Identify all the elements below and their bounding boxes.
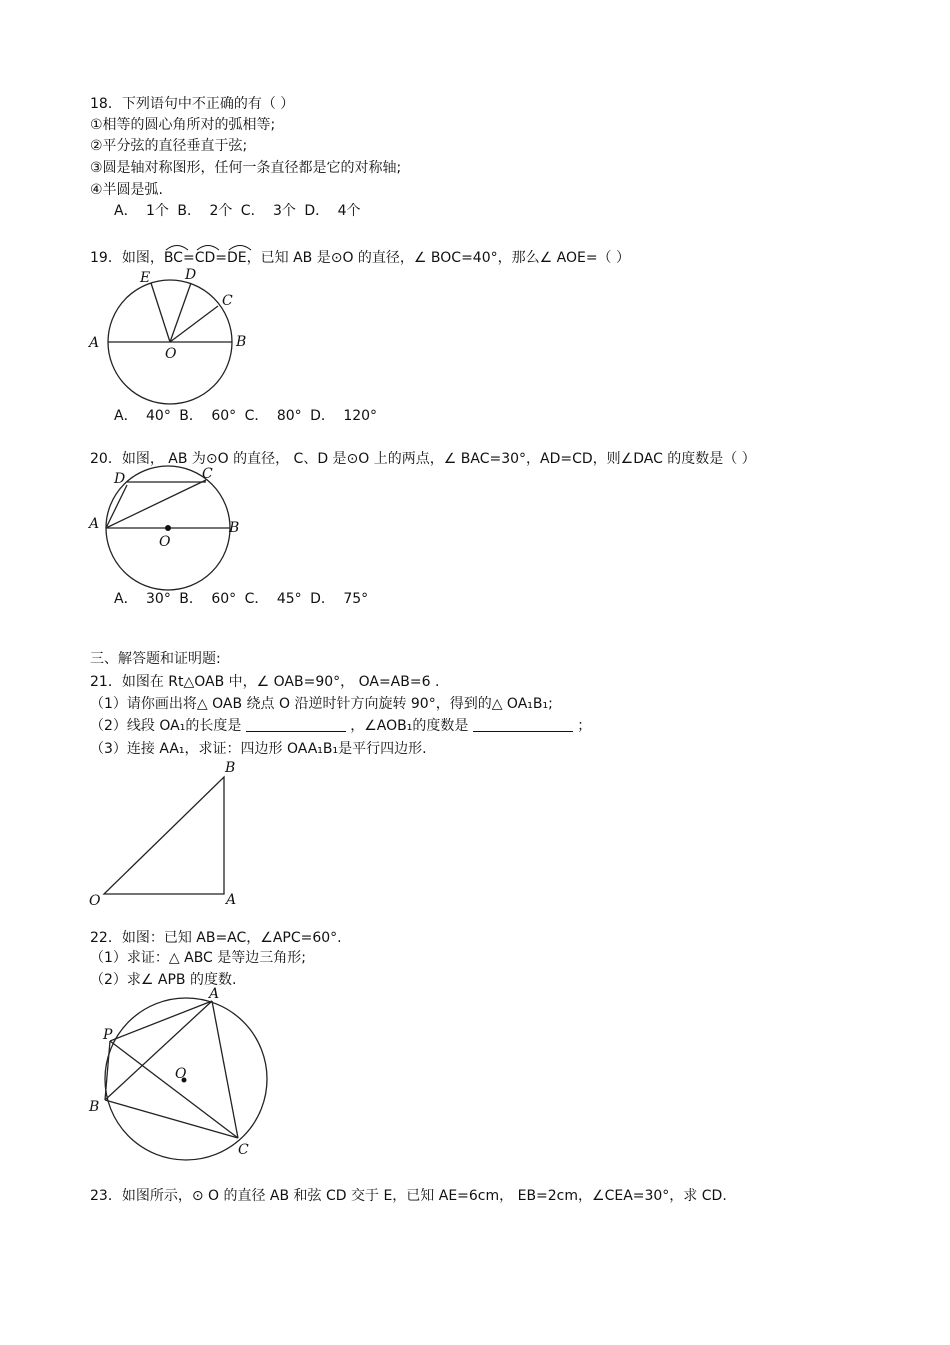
arc-bc: BC [164, 249, 183, 267]
q22-chord-ac [212, 1001, 238, 1138]
q19-label-c: C [222, 293, 233, 309]
q21-part-1: （1）请你画出将△ OAB 绕点 O 沿逆时针方向旋转 90°，得到的△ OA₁B₁; [90, 696, 553, 712]
q22-label-b: B [89, 1099, 100, 1115]
q20-label-c: C [202, 466, 213, 482]
q22-label-a: A [209, 986, 220, 1002]
q21-triangle-oab [104, 777, 224, 894]
q22-label-c: C [238, 1142, 249, 1158]
q21-figure [85, 757, 245, 912]
q18-stem: 18．下列语句中不正确的有（ ） [90, 96, 295, 112]
q22-chord-pc [110, 1041, 238, 1138]
q22-figure [85, 985, 275, 1160]
q19-label-d: D [185, 267, 197, 283]
q19-options: A． 40° B． 60° C． 80° D． 120° [114, 408, 378, 424]
q19-label-e: E [140, 270, 151, 286]
answer-blank-2[interactable] [473, 717, 573, 732]
q20-label-d: D [114, 471, 126, 487]
q23-stem: 23．如图所示，⊙ O 的直径 AB 和弦 CD 交于 E，已知 AE=6cm， EB=2cm，∠CEA=30°，求 CD. [90, 1188, 727, 1204]
q20-figure [85, 462, 255, 592]
q22-chord-ab [105, 1001, 212, 1100]
q20-options: A． 30° B． 60° C． 45° D． 75° [114, 591, 369, 607]
q22-label-p: P [103, 1027, 113, 1043]
q19-label-o: O [165, 346, 177, 362]
q19-label-b: B [236, 334, 247, 350]
q19-radius-oe [151, 283, 170, 342]
q21-label-b: B [225, 760, 236, 776]
q20-label-a: A [89, 516, 100, 532]
answer-blank-1[interactable] [246, 717, 346, 732]
q21-part-2: （2）线段 OA₁的长度是 ，∠AOB₁的度数是 ； [90, 718, 592, 734]
q19-number: 19．如图， [90, 250, 164, 266]
section-heading: 三、解答题和证明题: [90, 651, 221, 667]
arc-cd: CD [195, 249, 216, 267]
q19-radius-oc [170, 306, 218, 342]
q22-label-o: O [175, 1066, 187, 1082]
q22-chord-ap [110, 1001, 212, 1041]
q21-part-3: （3）连接 AA₁，求证：四边形 OAA₁B₁是平行四边形. [90, 741, 427, 757]
q20-stem: 20．如图， AB 为⊙O 的直径， C、D 是⊙O 上的两点，∠ BAC=30°，AD=CD，则∠DAC 的度数是（ ） [90, 451, 756, 467]
q19-label-a: A [89, 335, 100, 351]
q20-chord-ad [106, 485, 127, 528]
q18-item-4: ④半圆是弧. [90, 182, 164, 198]
q21-label-a: A [226, 892, 237, 908]
q20-center-dot [165, 525, 171, 531]
q22-stem: 22．如图：已知 AB=AC，∠APC=60°. [90, 930, 342, 946]
q19-figure [85, 262, 255, 412]
q18-item-1: ①相等的圆心角所对的弧相等; [90, 117, 276, 133]
q19-stem-rest: ，已知 AB 是⊙O 的直径，∠ BOC=40°，那么∠ AOE=（ ） [246, 250, 630, 266]
q20-label-o: O [159, 534, 171, 550]
q21-label-o: O [89, 893, 101, 909]
q18-item-3: ③圆是轴对称图形，任何一条直径都是它的对称轴; [90, 160, 402, 176]
q19-stem: 19．如图， BC= CD= DE，已知 AB 是⊙O 的直径，∠ BOC=40°，那么∠ AOE=（ ） [90, 249, 630, 267]
q19-radius-od [170, 283, 191, 342]
q18-item-2: ②平分弦的直径垂直于弦; [90, 138, 248, 154]
q18-options: A． 1个 B． 2个 C． 3个 D． 4个 [114, 203, 361, 219]
q22-part-1: （1）求证：△ ABC 是等边三角形; [90, 950, 307, 966]
arc-de: DE [227, 249, 247, 267]
q20-label-b: B [229, 520, 240, 536]
q21-stem: 21．如图在 Rt△OAB 中，∠ OAB=90°， OA=AB=6 . [90, 674, 440, 690]
q22-part-2: （2）求∠ APB 的度数. [90, 972, 237, 988]
